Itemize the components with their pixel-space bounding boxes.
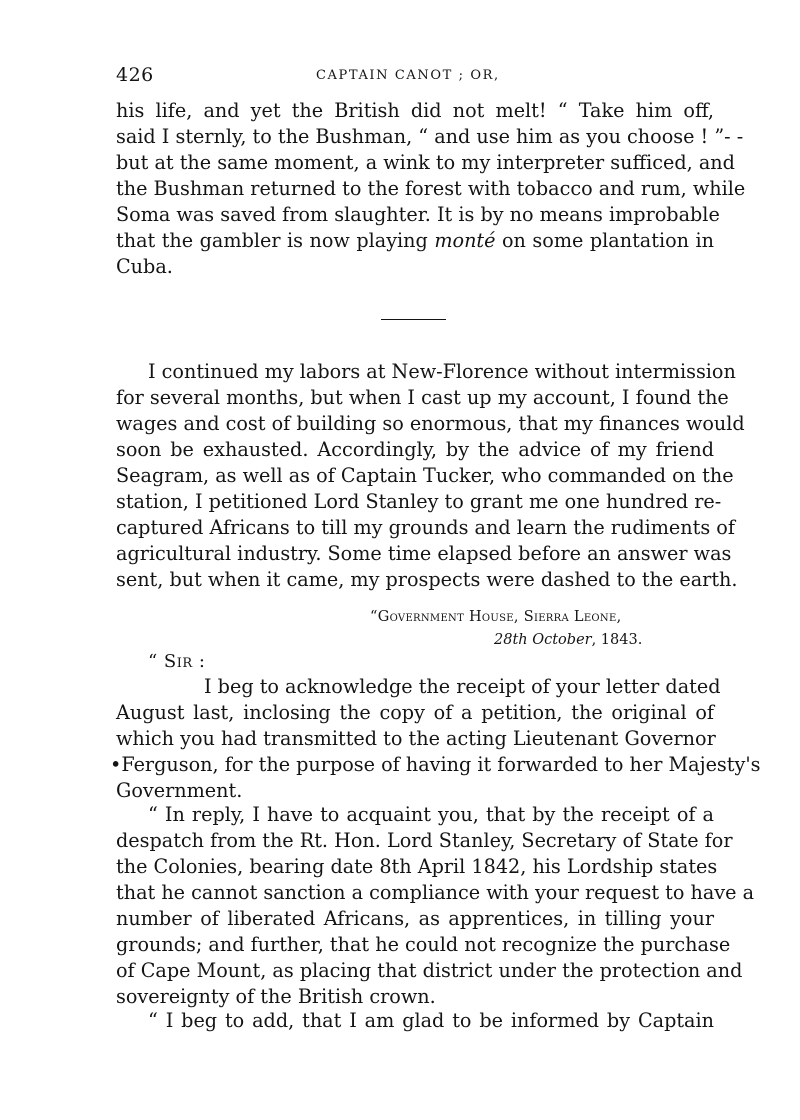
running-head: CAPTAIN CANOT ; OR, <box>316 68 500 83</box>
italic-word: monté <box>434 229 496 252</box>
page-number: 426 <box>116 64 154 86</box>
text-line: said I sternly, to the Bushman, “ and use him as you choose ! ”- - <box>116 125 744 148</box>
text-line: agricultural industry. Some time elapsed before an answer was <box>116 542 732 565</box>
text-line: number of liberated Africans, as apprentices, in tilling your <box>116 907 714 930</box>
text-line: of Cape Mount, as placing that district under the protection and <box>116 959 743 982</box>
text-line: I beg to acknowledge the receipt of your letter dated <box>204 675 721 698</box>
text-line: the Bushman returned to the forest with tobacco and rum, while <box>116 177 746 200</box>
text-line: for several months, but when I cast up my account, I found the <box>116 386 729 409</box>
letter-salutation: “ Sir : <box>148 651 206 672</box>
text-line: but at the same moment, a wink to my interpreter sufficed, and <box>116 151 735 174</box>
text-line: grounds; and further, that he could not recognize the purchase <box>116 933 731 956</box>
text-line: Seagram, as well as of Captain Tucker, who commanded on the <box>116 464 734 487</box>
text-line: wages and cost of building so enormous, that my finances would <box>116 412 745 435</box>
text-line: Government. <box>116 779 243 802</box>
text-line: his life, and yet the British did not melt! “ Take him off, <box>116 99 714 122</box>
text-line <box>116 228 714 253</box>
text-line: Soma was saved from slaughter. It is by no means improbable <box>116 203 720 226</box>
text-line: captured Africans to till my grounds and learn the rudiments of <box>116 516 735 539</box>
letter-address: “Government House, Sierra Leone, <box>370 609 622 625</box>
text-line: Cuba. <box>116 255 173 278</box>
text-segment: on some plantation in <box>495 229 714 252</box>
page-header <box>116 64 714 88</box>
text-line: despatch from the Rt. Hon. Lord Stanley, Secretary of State for <box>116 829 733 852</box>
text-line: August last, inclosing the copy of a petition, the original of <box>116 701 714 724</box>
text-line: soon be exhausted. Accordingly, by the advice of my friend <box>116 438 714 461</box>
text-line: which you had transmitted to the acting Lieutenant Governor <box>116 727 716 750</box>
text-line: station, I petitioned Lord Stanley to grant me one hundred re- <box>116 490 722 513</box>
text-line: •Ferguson, for the purpose of having it forwarded to her Majesty's <box>110 753 761 776</box>
text-line: I continued my labors at New-Florence without intermission <box>148 360 736 383</box>
text-line: “ I beg to add, that I am glad to be informed by Captain <box>148 1009 714 1032</box>
text-segment: that the gambler is now playing <box>116 229 435 252</box>
section-divider <box>381 319 446 320</box>
text-line: that he cannot sanction a compliance with your request to have a <box>116 881 755 904</box>
text-line: sent, but when it came, my prospects were dashed to the earth. <box>116 568 738 591</box>
text-line: “ In reply, I have to acquaint you, that by the receipt of a <box>148 803 714 826</box>
letter-date: 28th October, 1843. <box>494 632 643 648</box>
text-line: the Colonies, bearing date 8th April 1842, his Lordship states <box>116 855 718 878</box>
text-line: sovereignty of the British crown. <box>116 985 436 1008</box>
